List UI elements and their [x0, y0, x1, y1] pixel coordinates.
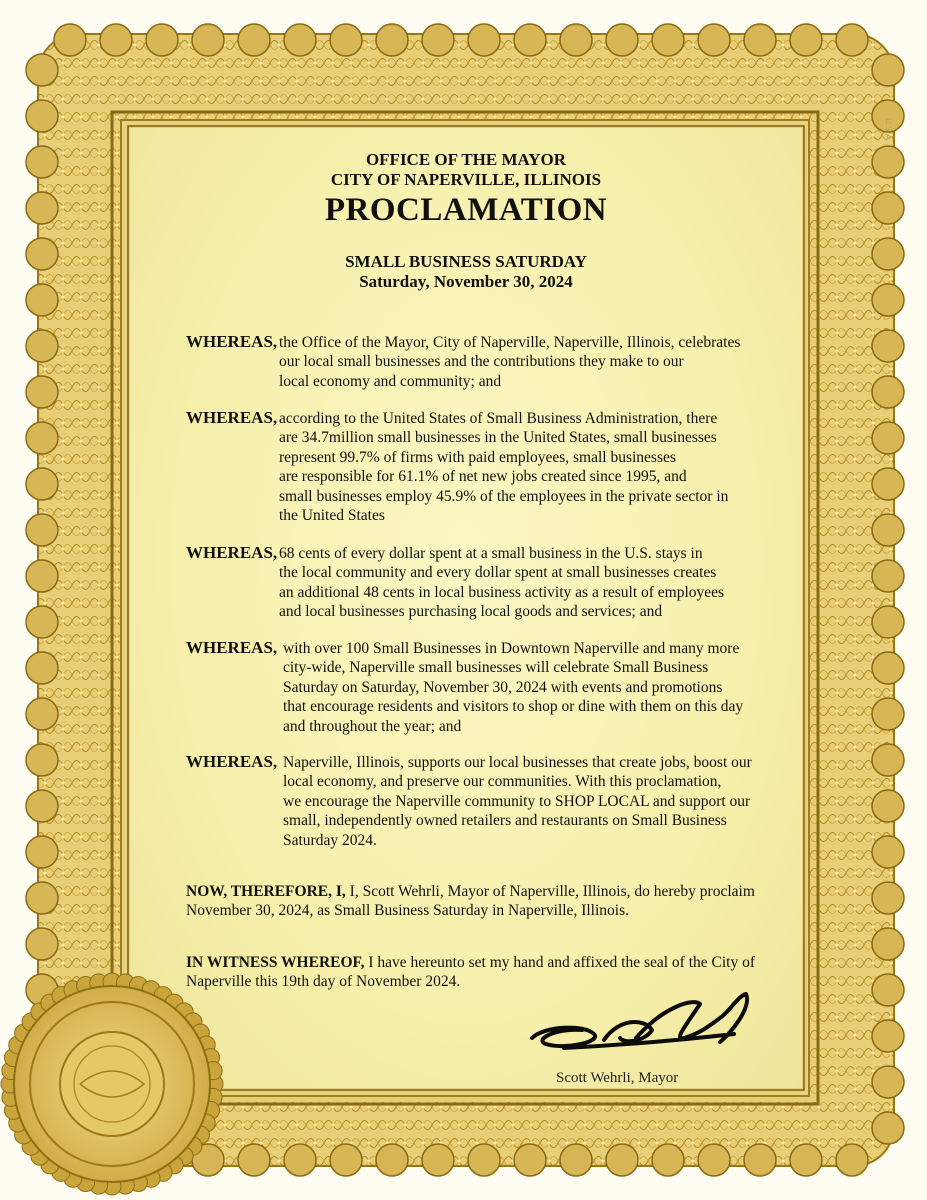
whereas-clause-1 — [279, 333, 799, 391]
clause-line: Saturday 2024. — [283, 831, 377, 849]
clause-line: our local small businesses and the contributions they make to our — [279, 353, 684, 371]
now-therefore-line-1: I, Scott Wehrli, Mayor of Naperville, Illinois, do hereby proclaim — [345, 883, 755, 900]
event-date: Saturday, November 30, 2024 — [359, 272, 573, 291]
whereas-label: WHEREAS, — [186, 332, 278, 351]
whereas-label: WHEREAS, — [186, 408, 278, 427]
clause-line: that encourage residents and visitors to shop or dine with them on this day — [283, 698, 744, 716]
clause-line: the United States — [279, 507, 385, 525]
whereas-label: WHEREAS, — [186, 543, 278, 562]
now-therefore-paragraph — [186, 882, 796, 921]
whereas-label: WHEREAS, — [186, 752, 278, 771]
now-therefore-label: NOW, THEREFORE, I, — [186, 883, 346, 900]
whereas-clause-5 — [283, 753, 803, 850]
clause-line: according to the United States of Small Business Administration, there — [279, 410, 718, 427]
now-therefore-line-2: November 30, 2024, as Small Business Saturday in Naperville, Illinois. — [186, 902, 629, 920]
clause-line: Naperville, Illinois, supports our local businesses that create jobs, boost our — [283, 754, 752, 771]
clause-line: Saturday on Saturday, November 30, 2024 with events and promotions — [283, 678, 723, 696]
clause-line: and throughout the year; and — [283, 717, 462, 735]
clause-line: small, independently owned retailers and restaurants on Small Business — [283, 812, 727, 830]
clause-line: are 34.7million small businesses in the United States, small businesses — [279, 429, 717, 447]
mayor-signature — [524, 988, 774, 1068]
event-name: SMALL BUSINESS SATURDAY — [345, 252, 587, 271]
whereas-clause-4 — [283, 639, 803, 736]
clause-line: are responsible for 61.1% of net new jobs created since 1995, and — [279, 468, 687, 486]
whereas-clause-2 — [279, 409, 799, 525]
clause-line: city-wide, Naperville small businesses will celebrate Small Business — [283, 659, 709, 677]
clause-line: the Office of the Mayor, City of Naperville, Naperville, Illinois, celebrates — [279, 334, 741, 351]
office-heading: OFFICE OF THE MAYOR — [365, 150, 567, 169]
clause-line: an additional 48 cents in local business activity as a result of employees — [279, 583, 725, 601]
clause-line: we encourage the Naperville community to SHOP LOCAL and support our — [283, 792, 751, 810]
clause-line: the local community and every dollar spent at small businesses creates — [279, 564, 717, 582]
city-seal — [0, 962, 235, 1200]
proclamation-title: PROCLAMATION — [324, 192, 608, 228]
city-heading: CITY OF NAPERVILLE, ILLINOIS — [330, 170, 602, 189]
clause-line: with over 100 Small Businesses in Downtown Naperville and many more — [283, 640, 740, 657]
whereas-label: WHEREAS, — [186, 638, 278, 657]
signature-caption: Scott Wehrli, Mayor — [556, 1070, 679, 1086]
clause-line: local economy, and preserve our communities. With this proclamation, — [283, 773, 722, 791]
witness-line-1: I have hereunto set my hand and affixed the seal of the City of — [364, 954, 756, 971]
clause-line: represent 99.7% of firms with paid employees, small businesses — [279, 448, 676, 466]
clause-line: small businesses employ 45.9% of the employees in the private sector in — [279, 487, 729, 505]
witness-paragraph — [186, 953, 796, 992]
witness-line-2: Naperville this 19th day of November 2024. — [186, 973, 461, 991]
clause-line: and local businesses purchasing local goods and services; and — [279, 603, 663, 621]
clause-line: local economy and community; and — [279, 372, 502, 390]
witness-label: IN WITNESS WHEREOF, — [186, 954, 365, 971]
whereas-clause-3 — [279, 544, 799, 622]
printer-mark: U.S.A. — [884, 118, 893, 142]
clause-line: 68 cents of every dollar spent at a small business in the U.S. stays in — [279, 545, 703, 562]
